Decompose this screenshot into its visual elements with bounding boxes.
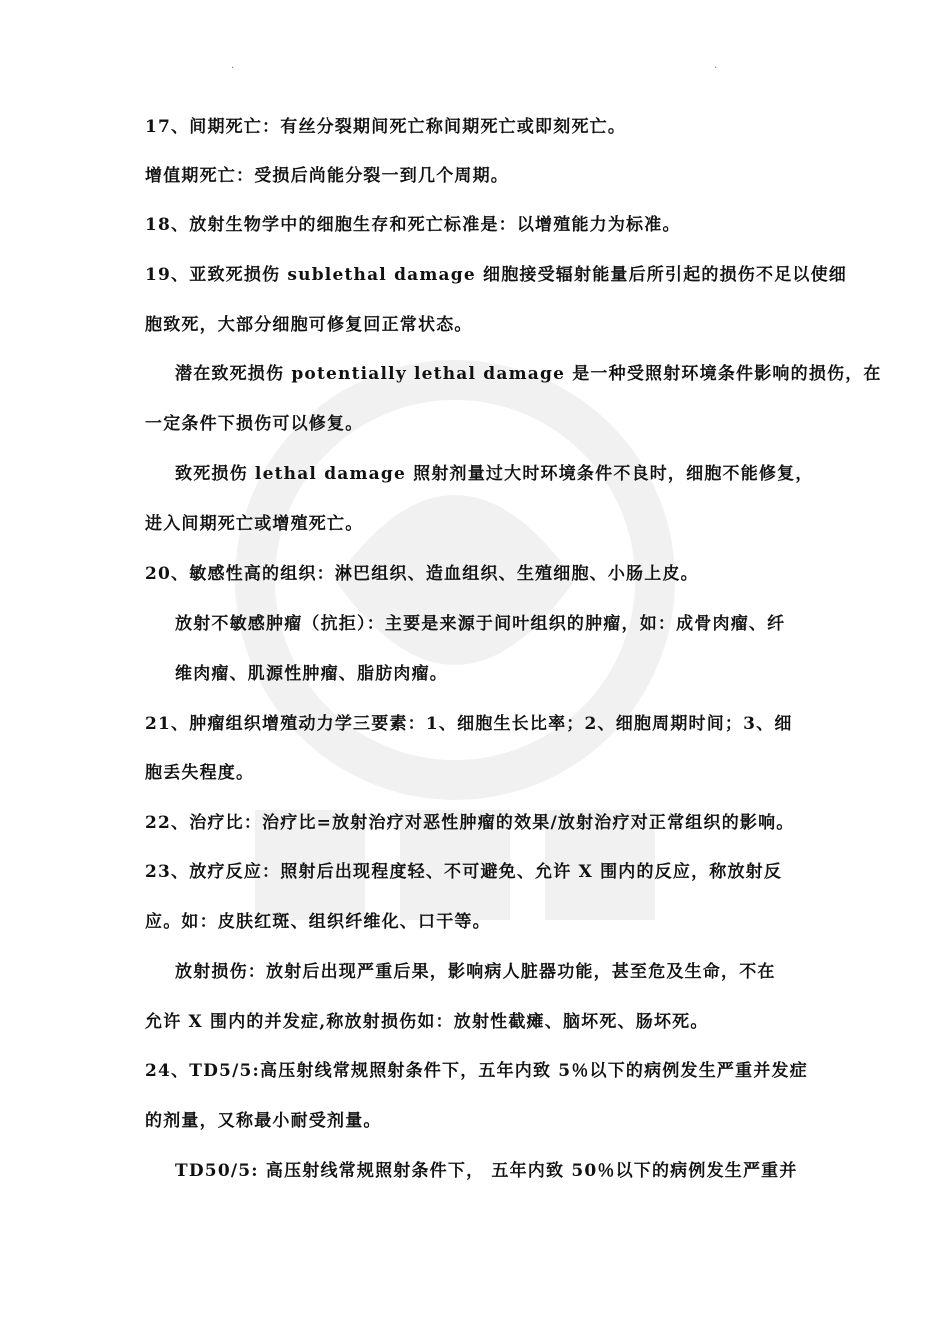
text-line: 应。如：皮肤红斑、组织纤维化、口干等。	[145, 912, 491, 932]
header-dot-left: .	[231, 60, 235, 71]
text-line: 维肉瘤、肌源性肿瘤、脂肪肉瘤。	[175, 664, 448, 684]
text-line: 23、放疗反应：照射后出现程度轻、不可避免、允许 X 围内的反应，称放射反	[145, 862, 783, 882]
text-line: 进入间期死亡或增殖死亡。	[145, 514, 364, 534]
text-line: 20、敏感性高的组织：淋巴组织、造血组织、生殖细胞、小肠上皮。	[145, 564, 699, 584]
text-line: 24、TD5/5:高压射线常规照射条件下，五年内致 5％以下的病例发生严重并发症	[145, 1061, 808, 1081]
text-line: 17、间期死亡：有丝分裂期间死亡称间期死亡或即刻死亡。	[145, 117, 627, 137]
text-line: 增值期死亡：受损后尚能分裂一到几个周期。	[145, 166, 509, 186]
text-line: 允许 X 围内的并发症,称放射损伤如：放射性截瘫、脑坏死、肠坏死。	[145, 1012, 709, 1032]
text-line: 放射损伤：放射后出现严重后果，影响病人脏器功能，甚至危及生命，不在	[175, 962, 776, 982]
text-line: 的剂量，又称最小耐受剂量。	[145, 1111, 382, 1131]
header-dot-right: .	[714, 60, 718, 71]
text-line: TD50/5: 高压射线常规照射条件下， 五年内致 50％以下的病例发生严重并	[175, 1161, 798, 1181]
text-line: 放射不敏感肿瘤（抗拒）：主要是来源于间叶组织的肿瘤，如：成骨肉瘤、纤	[175, 614, 786, 634]
text-line: 22、治疗比：治疗比=放射治疗对恶性肿瘤的效果/放射治疗对正常组织的影响。	[145, 813, 795, 833]
text-line: 18、放射生物学中的细胞生存和死亡标准是：以增殖能力为标准。	[145, 215, 681, 235]
text-line: 潜在致死损伤 potentially lethal damage 是一种受照射环境条件影响的损伤，在	[175, 364, 882, 384]
text-line: 一定条件下损伤可以修复。	[145, 414, 364, 434]
text-line: 胞致死，大部分细胞可修复回正常状态。	[145, 315, 473, 335]
text-line: 致死损伤 lethal damage 照射剂量过大时环境条件不良时，细胞不能修复，	[175, 464, 814, 484]
text-line: 19、亚致死损伤 sublethal damage 细胞接受辐射能量后所引起的损伤不足以使细	[145, 265, 847, 285]
text-line: 胞丢失程度。	[145, 763, 255, 783]
text-line: 21、肿瘤组织增殖动力学三要素：1、细胞生长比率；2、细胞周期时间；3、细	[145, 714, 793, 734]
